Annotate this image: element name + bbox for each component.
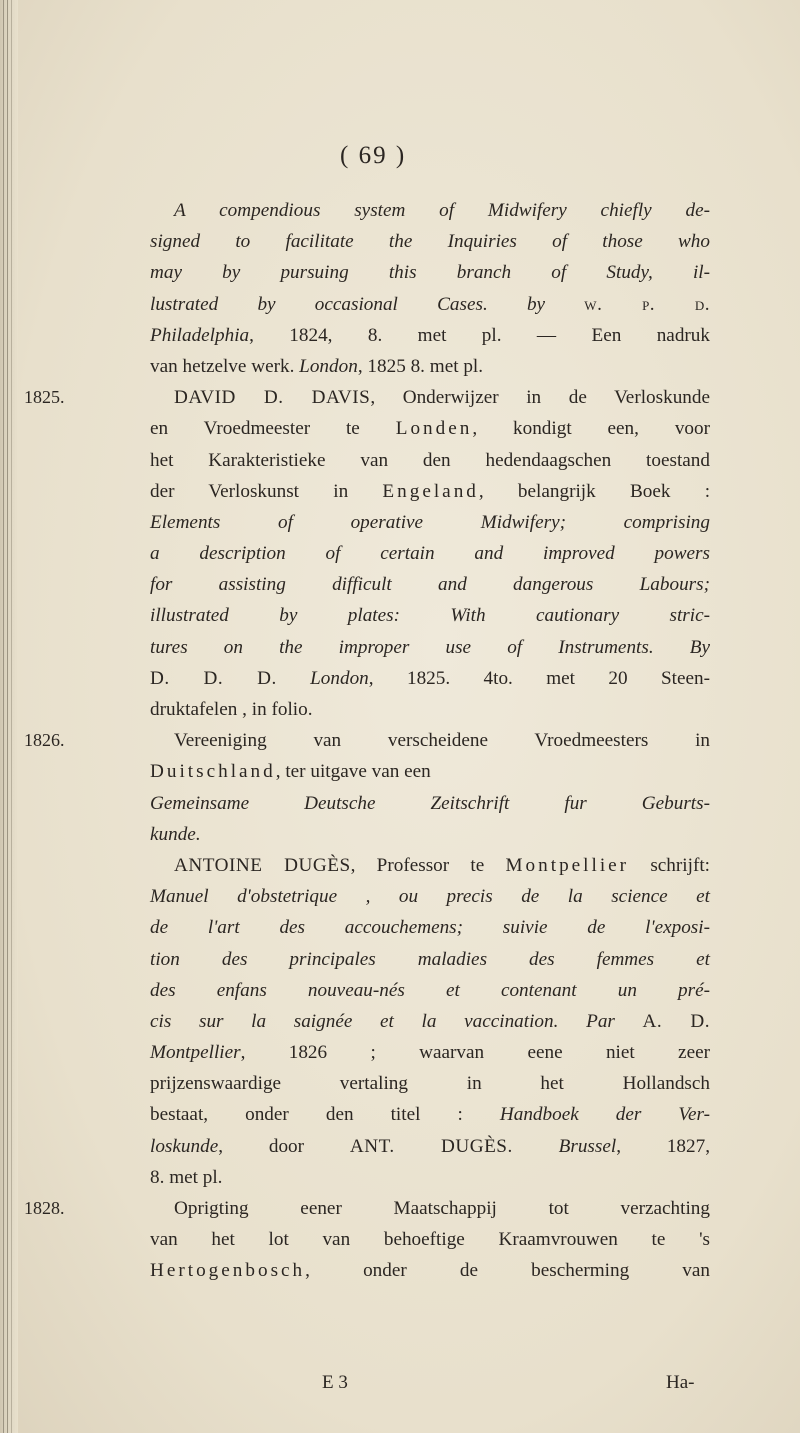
text-run: en Vroedmeester te xyxy=(150,418,360,440)
book-title: de l'art des accouchemens; suivie de l'exposi- xyxy=(150,917,710,939)
author-name: ANTOINE DUGÈS xyxy=(174,854,351,876)
text-line xyxy=(150,819,710,850)
text-line xyxy=(150,694,710,725)
author-name: DAVID D. DAVIS xyxy=(174,387,371,409)
text-line xyxy=(150,1224,710,1255)
book-title: kunde. xyxy=(150,823,201,845)
author-initials: w. p. d. xyxy=(584,293,711,315)
text-run: Vereeniging van verscheidene Vroedmeesters in xyxy=(174,730,710,752)
text-run: , kondigt een, voor xyxy=(472,418,710,440)
text-line xyxy=(150,507,710,538)
book-title: tures on the improper use of Instruments. By xyxy=(150,636,710,658)
gutter-line xyxy=(3,0,4,1433)
author-initials: A. D. xyxy=(642,1010,711,1032)
text-line xyxy=(150,850,710,881)
text-run: bestaat, onder den titel : xyxy=(150,1104,463,1126)
text-run: , ter uitgave van een xyxy=(275,761,431,783)
text-run: het Karakteristieke van den hedendaagschen toestand xyxy=(150,449,710,471)
text-line xyxy=(150,975,710,1006)
text-run: Oprigting eener Maatschappij tot verzachting xyxy=(174,1198,710,1219)
gutter-line xyxy=(7,0,8,1433)
text-run: , Professor te xyxy=(350,854,485,876)
place-name: Brussel xyxy=(558,1135,617,1157)
text-run: schrijft: xyxy=(629,854,711,876)
book-title: A compendious system of Midwifery chiefly de- xyxy=(174,200,710,221)
place-name: London xyxy=(299,355,358,377)
place-name: Engeland xyxy=(382,480,479,502)
text-run: der Verloskunst in xyxy=(150,480,349,502)
text-line xyxy=(150,600,710,631)
text-line xyxy=(150,289,710,320)
text-run: , 1824, 8. met pl. — Een nadruk xyxy=(249,324,710,346)
text-line xyxy=(150,1162,710,1193)
text-run: , 1827, xyxy=(616,1135,710,1157)
text-run: druktafelen , in folio. xyxy=(150,699,313,720)
text-line xyxy=(150,320,710,351)
book-title: illustrated by plates: With cautionary stric- xyxy=(150,605,710,627)
book-title: tion des principales maladies des femmes et xyxy=(150,948,710,970)
place-name: Duitschland xyxy=(150,761,276,783)
place-name: Montpellier xyxy=(150,1042,241,1064)
book-gutter xyxy=(0,0,18,1433)
book-title: cis sur la saignée et la vaccination. xyxy=(150,1010,559,1032)
text-line xyxy=(150,538,710,569)
text-run: , belangrijk Boek : xyxy=(478,480,711,502)
book-title: Gemeinsame Deutsche Zeitschrift fur Geburts- xyxy=(150,792,710,814)
place-name: Montpellier xyxy=(505,854,630,876)
text-line xyxy=(150,413,710,444)
book-title: Handboek der Ver- xyxy=(499,1104,710,1126)
text-run: , onder de bescherming van xyxy=(305,1260,710,1282)
text-line xyxy=(150,1006,710,1037)
place-name: Hertogenbosch xyxy=(150,1260,306,1282)
text-line xyxy=(150,663,710,694)
place-name: London xyxy=(310,667,369,689)
signature-mark: E 3 xyxy=(322,1372,348,1393)
text-line xyxy=(24,725,710,756)
book-title: may by pursuing this branch of Study, il- xyxy=(150,262,710,284)
text-line xyxy=(150,756,710,787)
text-run: , Onderwijzer in de Verloskunde xyxy=(370,387,711,409)
book-title: lustrated by occasional Cases. by xyxy=(150,293,546,315)
text-line xyxy=(150,1131,710,1162)
text-run: van het lot van behoeftige Kraamvrouwen te 's xyxy=(150,1229,710,1251)
text-line xyxy=(150,257,710,288)
text-run: van hetzelve werk. xyxy=(150,355,295,377)
book-title: Manuel d'obstetrique , ou precis de la science et xyxy=(150,886,710,908)
place-name: Londen xyxy=(395,418,473,440)
year-label: 1826. xyxy=(24,730,65,751)
text-line xyxy=(150,1255,710,1286)
text-run: , 1825. 4to. met 20 Steen- xyxy=(368,667,710,689)
body-text xyxy=(24,195,711,1287)
text-line xyxy=(150,195,710,226)
book-title: signed to facilitate the Inquiries of those who xyxy=(150,231,710,253)
book-title: des enfans nouveau-nés et contenant un pré- xyxy=(150,979,710,1001)
text-line xyxy=(150,1037,710,1068)
page-number: ( 69 ) xyxy=(340,142,407,169)
book-title: Elements of operative Midwifery; comprising xyxy=(150,511,710,533)
text-run: , door xyxy=(218,1135,305,1157)
text-line xyxy=(150,1068,710,1099)
text-run: , 1825 8. met pl. xyxy=(357,355,484,377)
text-line xyxy=(150,445,710,476)
gutter-line xyxy=(11,0,12,1433)
text-line xyxy=(150,944,710,975)
text-line xyxy=(150,351,710,382)
text-line xyxy=(150,912,710,943)
text-line xyxy=(24,1193,710,1224)
text-line xyxy=(150,881,710,912)
author-initials: D. D. D. xyxy=(150,667,277,689)
catchword: Ha- xyxy=(666,1372,695,1393)
place-name: Philadelphia xyxy=(150,324,250,346)
book-title: a description of certain and improved powers xyxy=(150,543,710,565)
book-title: for assisting difficult and dangerous Labours; xyxy=(150,574,710,596)
text-line xyxy=(150,226,710,257)
year-label: 1828. xyxy=(24,1198,65,1218)
text-line xyxy=(150,632,710,663)
text-run: Par xyxy=(586,1010,615,1032)
author-name: ANT. DUGÈS. xyxy=(349,1135,513,1157)
text-run: prijzenswaardige vertaling in het Hollandsch xyxy=(150,1073,710,1095)
text-line xyxy=(150,788,710,819)
text-run: 8. met pl. xyxy=(150,1166,223,1188)
text-line xyxy=(24,382,711,413)
text-run: , 1826 ; waarvan eene niet zeer xyxy=(240,1042,710,1064)
book-title: loskunde xyxy=(150,1135,219,1157)
text-line xyxy=(150,476,710,507)
year-label: 1825. xyxy=(24,387,65,408)
text-line xyxy=(150,569,710,600)
text-line xyxy=(150,1099,710,1130)
